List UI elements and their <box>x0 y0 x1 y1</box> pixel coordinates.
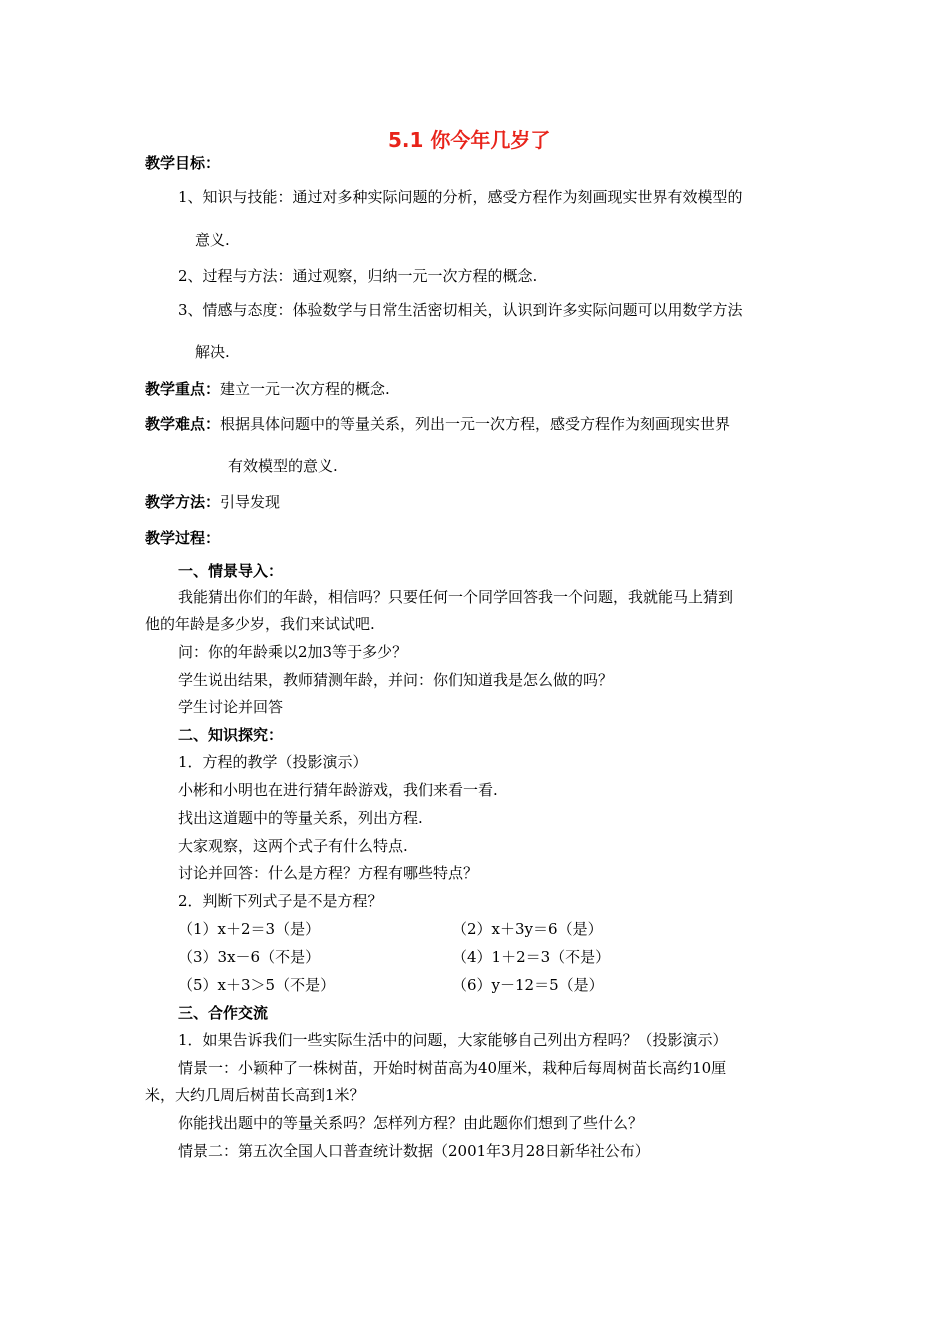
equation-item-3: （3）3x－6（不是） <box>178 948 321 966</box>
difficulty-label: 教学难点： <box>145 415 221 433</box>
section1-line-3: 问：你的年龄乘以2加3等于多少？ <box>178 643 408 661</box>
section1-heading: 一、情景导入： <box>178 562 284 580</box>
objective-3-cont: 解决. <box>195 343 230 361</box>
section1-line-5: 学生讨论并回答 <box>178 698 284 716</box>
equation-item-1: （1）x＋2＝3（是） <box>178 920 321 938</box>
section3-line-4: 你能找出题中的等量关系吗？怎样列方程？由此题你们想到了些什么？ <box>178 1114 644 1132</box>
key-point-label: 教学重点： <box>145 380 221 398</box>
objective-1: 1、知识与技能：通过对多种实际问题的分析，感受方程作为刻画现实世界有效模型的 <box>178 188 743 206</box>
objective-1-cont: 意义. <box>195 231 230 249</box>
section3-line-5: 情景二：第五次全国人口普查统计数据（2001年3月28日新华社公布） <box>178 1142 650 1160</box>
key-point-text: 建立一元一次方程的概念. <box>220 380 390 398</box>
section2-line-4: 大家观察，这两个式子有什么特点. <box>178 837 408 855</box>
page-title: 5.1 你今年几岁了 <box>388 128 551 152</box>
process-heading: 教学过程： <box>145 529 221 547</box>
method <box>145 492 280 512</box>
section3-line-2: 情景一：小颖种了一株树苗，开始时树苗高为40厘米，栽种后每周树苗长高约10厘 <box>178 1059 727 1077</box>
section3-line-1: 1．如果告诉我们一些实际生活中的问题，大家能够自己列出方程吗？（投影演示） <box>178 1031 728 1049</box>
method-text: 引导发现 <box>220 493 281 511</box>
section1-line-2: 他的年龄是多少岁，我们来试试吧. <box>145 615 375 633</box>
section3-line-3: 米，大约几周后树苗长高到1米？ <box>145 1086 365 1104</box>
section1-line-4: 学生说出结果，教师猜测年龄，并问：你们知道我是怎么做的吗？ <box>178 671 614 689</box>
objective-2: 2、过程与方法：通过观察，归纳一元一次方程的概念. <box>178 267 538 285</box>
key-point <box>145 379 390 399</box>
section2-line-1: 1．方程的教学（投影演示） <box>178 753 368 771</box>
equation-item-4: （4）1＋2＝3（不是） <box>452 948 611 966</box>
objective-3: 3、情感与态度：体验数学与日常生活密切相关，认识到许多实际问题可以用数学方法 <box>178 301 743 319</box>
section2-line-2: 小彬和小明也在进行猜年龄游戏，我们来看一看. <box>178 781 498 799</box>
section1-line-1: 我能猜出你们的年龄，相信吗？只要任何一个同学回答我一个问题，我就能马上猜到 <box>178 588 734 606</box>
difficulty-cont: 有效模型的意义. <box>228 457 338 475</box>
section2-line-3: 找出这道题中的等量关系，列出方程. <box>178 809 423 827</box>
method-label: 教学方法： <box>145 493 221 511</box>
section3-heading: 三、合作交流 <box>178 1004 269 1022</box>
section2-line-5: 讨论并回答：什么是方程？方程有哪些特点？ <box>178 864 479 882</box>
section2-line-6: 2．判断下列式子是不是方程？ <box>178 892 383 910</box>
equation-item-6: （6）y－12＝5（是） <box>452 976 604 994</box>
section2-heading: 二、知识探究： <box>178 726 284 744</box>
difficulty <box>145 414 730 434</box>
objectives-heading: 教学目标： <box>145 154 221 172</box>
equation-item-5: （5）x＋3＞5（不是） <box>178 976 336 994</box>
difficulty-text: 根据具体问题中的等量关系，列出一元一次方程，感受方程作为刻画现实世界 <box>220 415 731 433</box>
equation-item-2: （2）x＋3y＝6（是） <box>452 920 603 938</box>
